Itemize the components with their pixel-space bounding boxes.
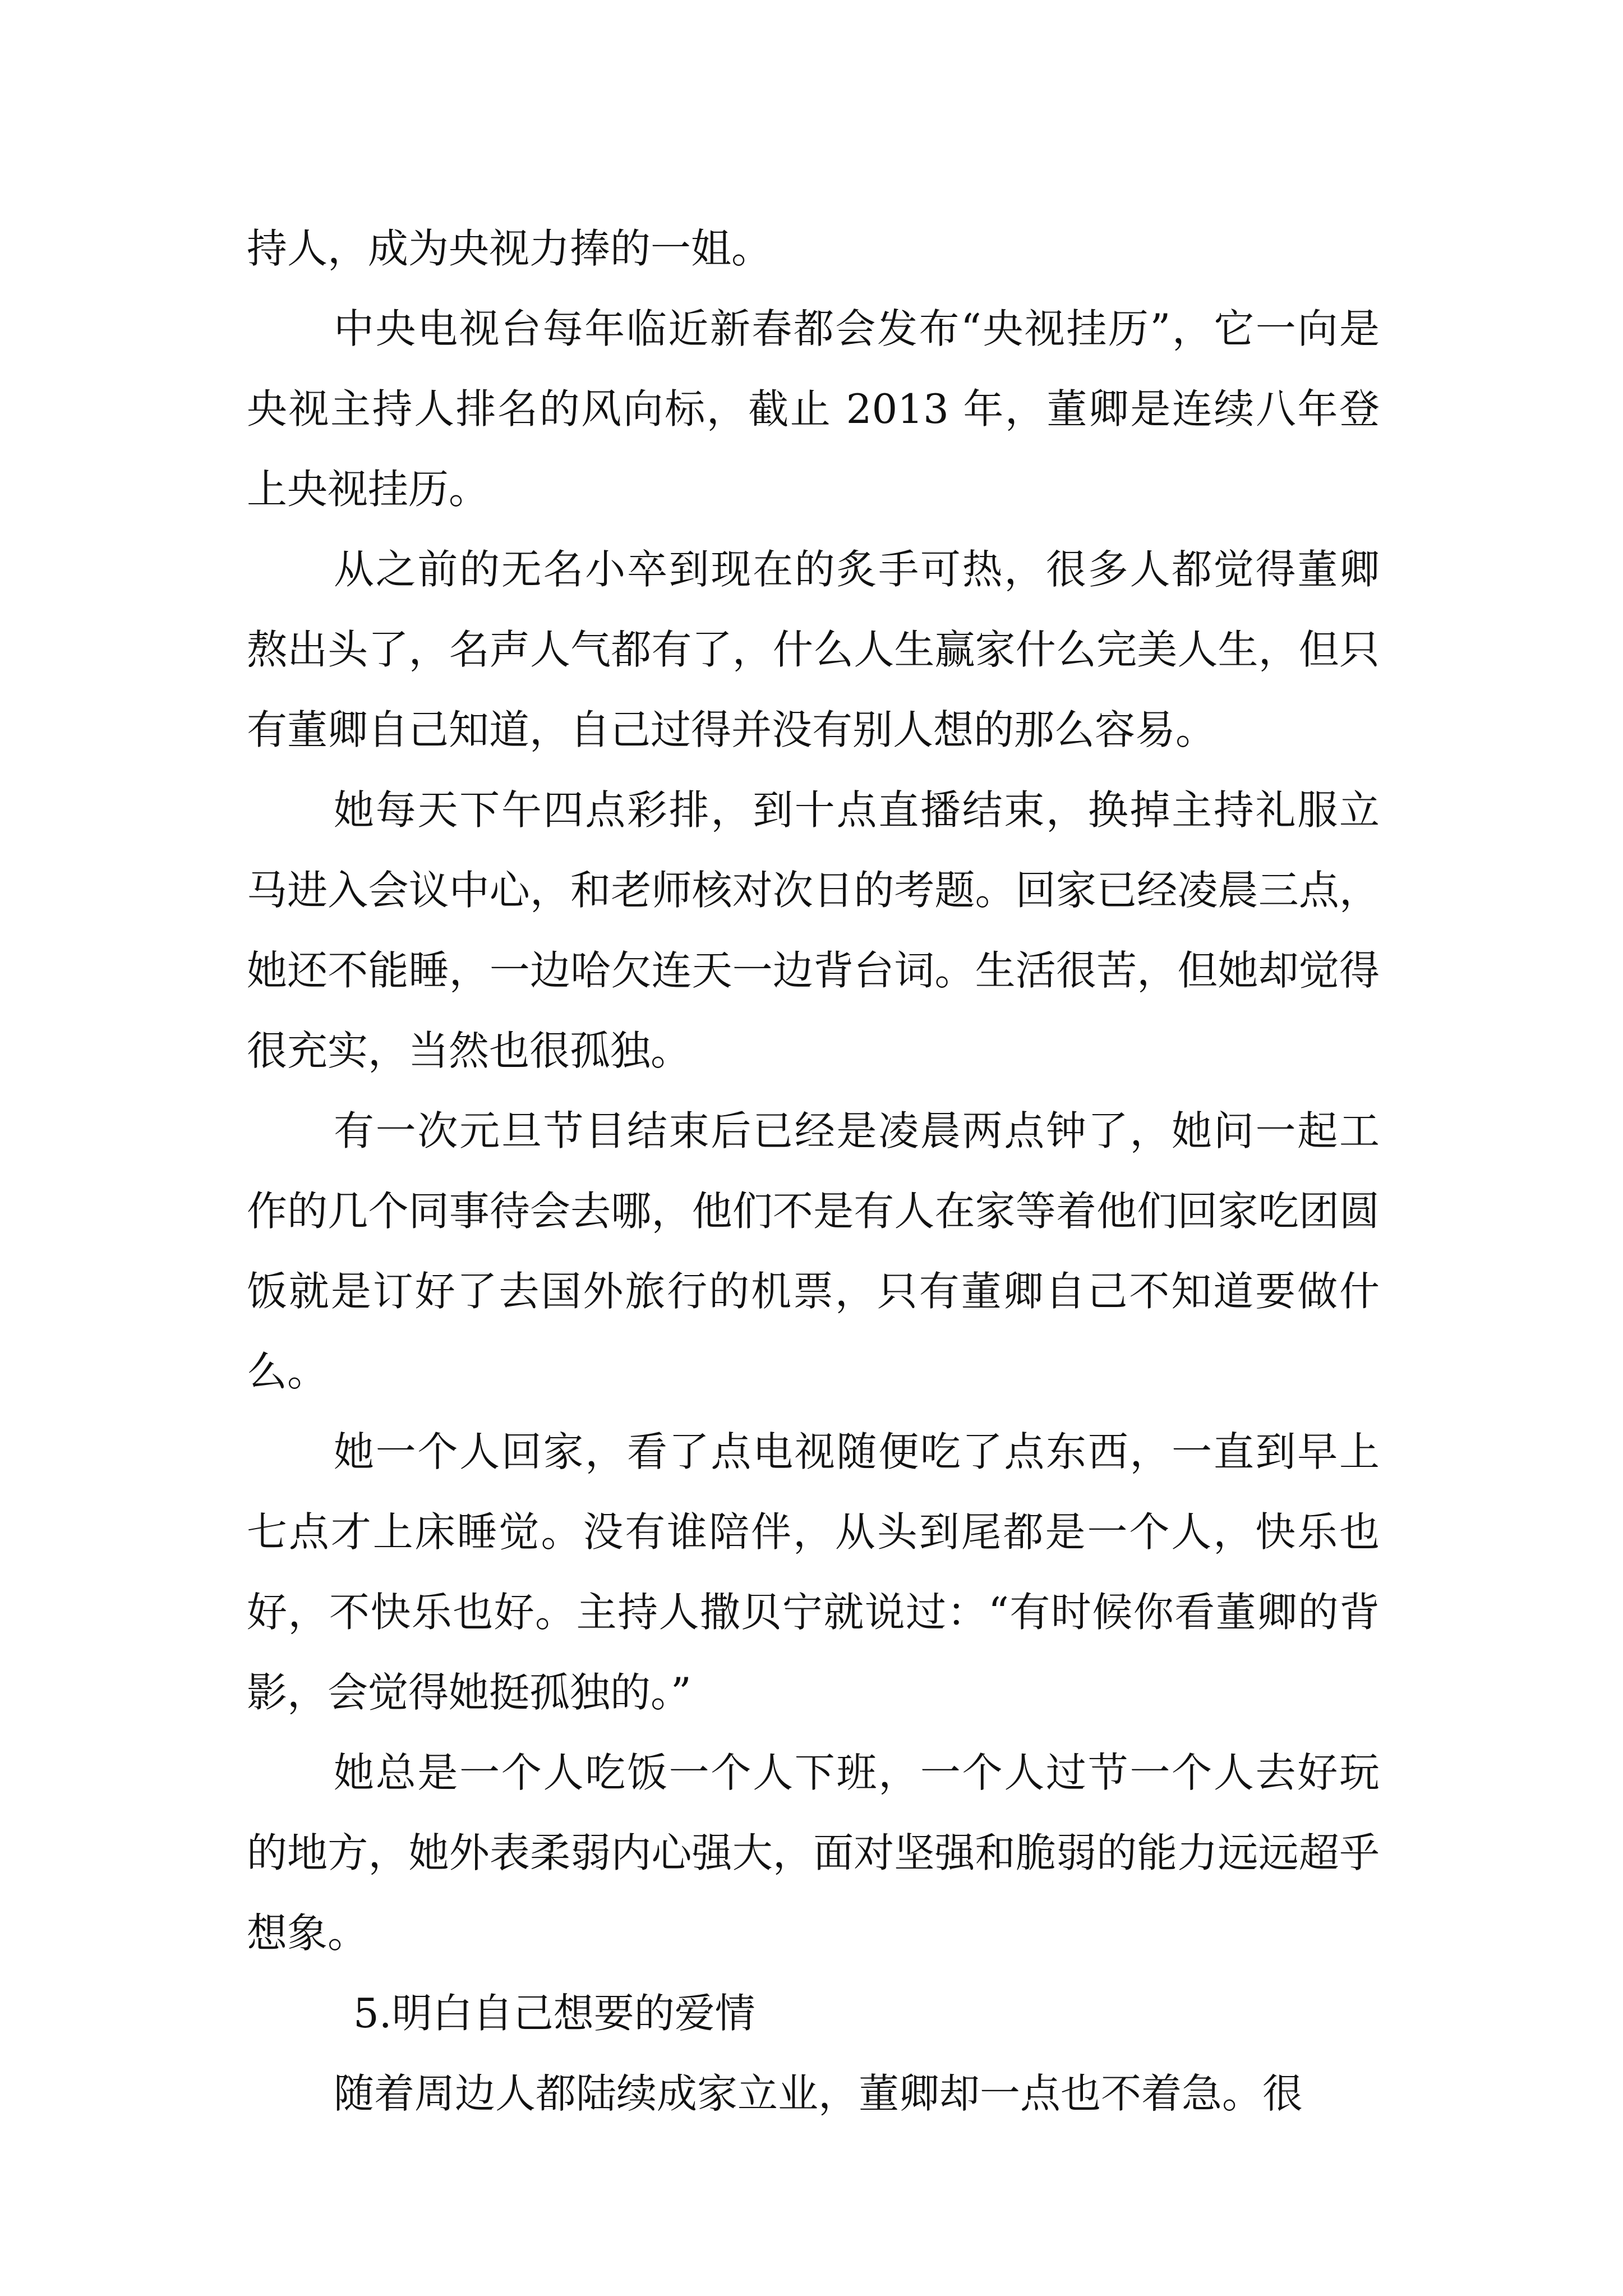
paragraph-new-year: 有一次元旦节目结束后已经是凌晨两点钟了，她问一起工作的几个同事待会去哪，他们不是有人在家等着他们回家吃团圆饭就是订好了去国外旅行的机票，只有董卿自己不知道要做什么。 xyxy=(247,1107,1380,1395)
paragraph-cctv-calendar: 中央电视台每年临近新春都会发布“央视挂历”，它一向是央视主持人排名的风向标，截止 2013 年，董卿是连续八年登上央视挂历。 xyxy=(247,305,1380,513)
section-heading: 5.明白自己想要的爱情 xyxy=(353,1990,755,2037)
paragraph-continued: 持人，成为央视力捧的一姐。 xyxy=(247,225,772,272)
paragraph-alone-home: 她一个人回家，看了点电视随便吃了点东西，一直到早上七点才上床睡觉。没有谁陪伴，从头到尾都是一个人，快乐也好，不快乐也好。主持人撒贝宁就说过：“有时候你看董卿的背影，会觉得她挺孤独的。” xyxy=(247,1428,1380,1716)
paragraph-independent: 她总是一个人吃饭一个人下班，一个人过节一个人去好玩的地方，她外表柔弱内心强大，面对坚强和脆弱的能力远远超乎想象。 xyxy=(247,1749,1380,1957)
paragraph-fame: 从之前的无名小卒到现在的炙手可热，很多人都觉得董卿熬出头了，名声人气都有了，什么人生赢家什么完美人生，但只有董卿自己知道，自己过得并没有别人想的那么容易。 xyxy=(247,546,1380,753)
body-text xyxy=(247,209,1380,2134)
paragraph-love: 随着周边人都陆续成家立业，董卿却一点也不着急。很 xyxy=(334,2070,1303,2117)
paragraph-daily-schedule: 她每天下午四点彩排，到十点直播结束，换掉主持礼服立马进入会议中心，和老师核对次日的考题。回家已经凌晨三点，她还不能睡，一边哈欠连天一边背台词。生活很苦，但她却觉得很充实，当然也很孤独。 xyxy=(247,786,1380,1074)
